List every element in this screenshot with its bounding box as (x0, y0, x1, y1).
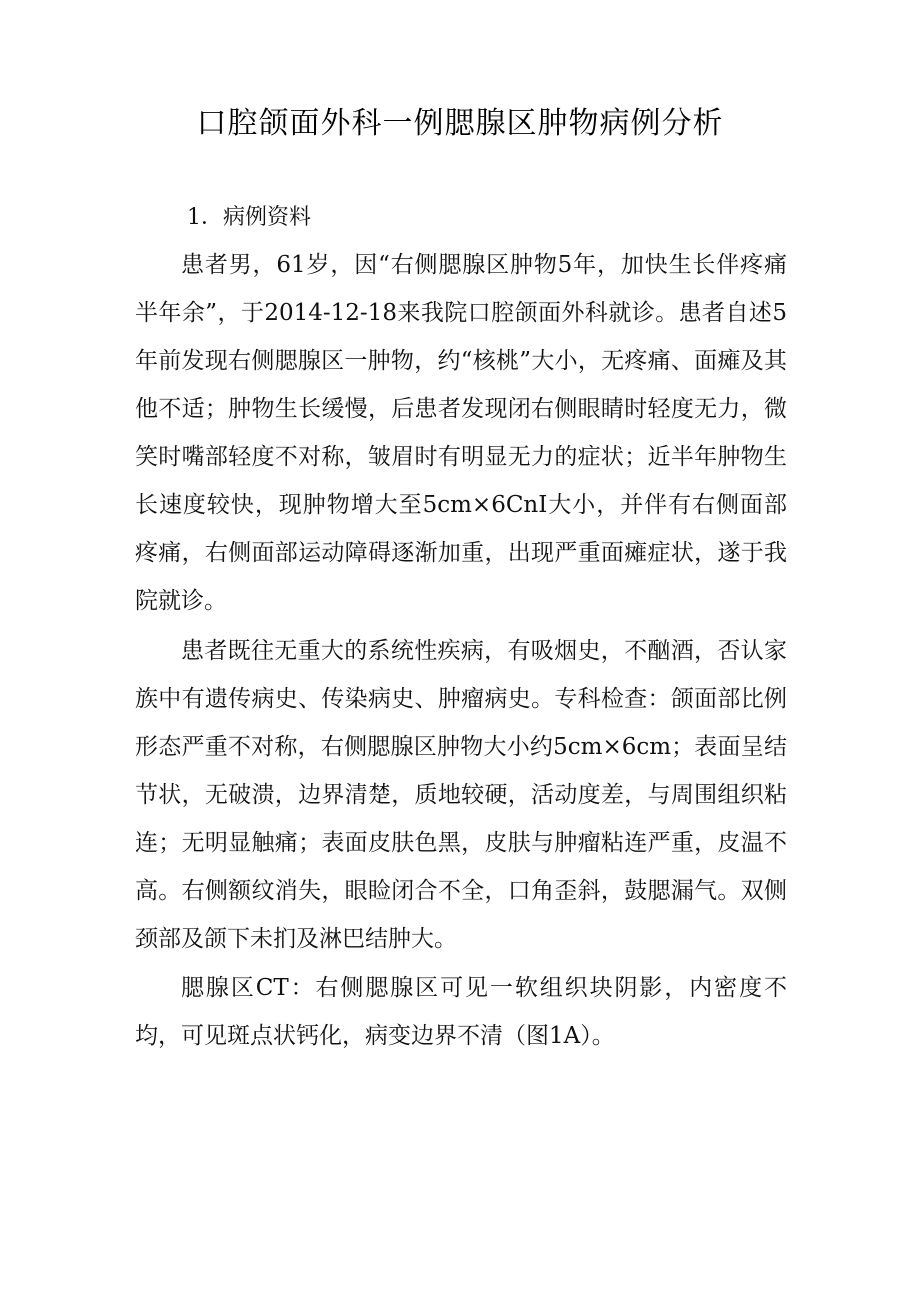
paragraph-text: 患者男，61岁，因“右侧腮腺区肿物5年，加快生长伴疼痛半年余”，于2014-12-18来我院口腔颌面外科就诊。患者自述5年前发现右侧腮腺区一肿物，约“核桃”大小，无疼痛、面瘫及其他不适；肿物生长缓慢，后患者发现闭右侧眼睛时轻度无力，微笑时嘴部轻度不对称，皱眉时有明显无力的症状；近半年肿物生长速度较快，现肿物增大至5cm×6CnI大小，并伴有右侧面部疼痛，右侧面部运动障碍逐渐加重，出现严重面瘫症状，遂于我院就诊。 (135, 252, 787, 614)
paragraph-text: 腮腺区CT：右侧腮腺区可见一软组织块阴影，内密度不均，可见斑点状钙化，病变边界不清（图1A）。 (135, 975, 787, 1049)
paragraph-text: 患者既往无重大的系统性疾病，有吸烟史，不酗酒，否认家族中有遗传病史、传染病史、肿瘤病史。专科检查：颌面部比例形态严重不对称，右侧腮腺区肿物大小约5cm×6cm；表面呈结节状，无破溃，边界清楚，质地较硬，活动度差，与周围组织粘连；无明显触痛；表面皮肤色黑，皮肤与肿瘤粘连严重，皮温不高。右侧额纹消失，眼睑闭合不全，口角歪斜，鼓腮漏气。双侧颈部及颌下未扪及淋巴结肿大。 (135, 638, 787, 952)
paragraph-examination (135, 627, 787, 963)
section-heading: 1．病例资料 (187, 205, 311, 230)
paragraph-case-history (135, 241, 787, 625)
paragraph-ct-finding (135, 964, 787, 1060)
document-title: 口腔颌面外科一例腮腺区肿物病例分析 (196, 106, 724, 141)
